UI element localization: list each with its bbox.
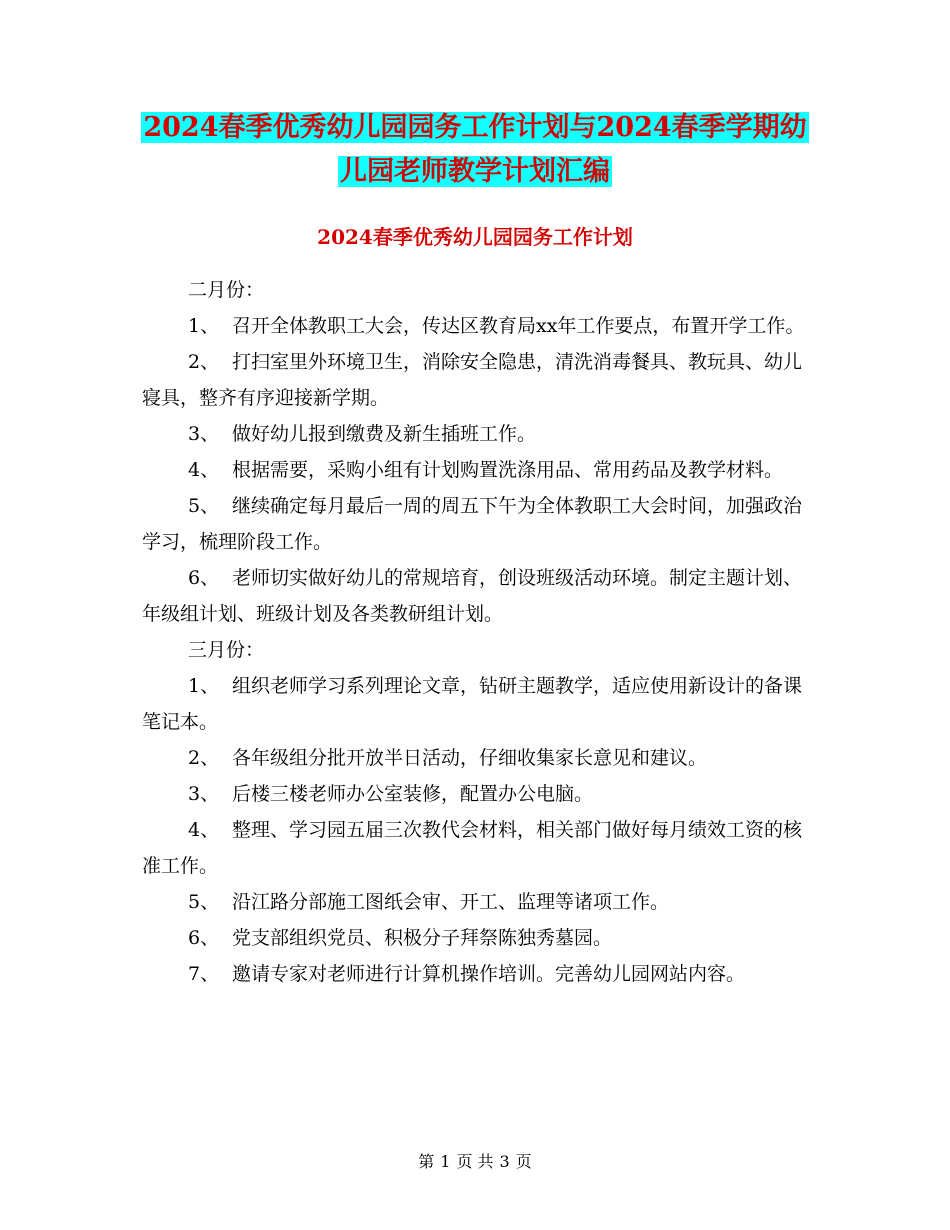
item-text: 党支部组织党员、积极分子拜祭陈独秀墓园。: [232, 927, 613, 949]
list-item: [142, 560, 814, 632]
item-number: 3、: [188, 783, 220, 805]
document-body: [142, 272, 814, 992]
section-title: 2024春季优秀幼儿园园务工作计划: [317, 225, 633, 249]
item-number: 4、: [188, 819, 220, 841]
item-text: 整理、学习园五届三次教代会材料，相关部门做好每月绩效工资的核准工作。: [142, 819, 803, 877]
month-heading-february: 二月份：: [188, 279, 265, 301]
item-number: 2、: [188, 351, 220, 373]
item-text: 沿江路分部施工图纸会审、开工、监理等诸项工作。: [232, 891, 670, 913]
item-text: 继续确定每月最后一周的周五下午为全体教职工大会时间，加强政治学习，梳理阶段工作。: [142, 495, 803, 553]
item-text: 召开全体教职工大会，传达区教育局xx年工作要点，布置开学工作。: [232, 315, 805, 337]
list-item: [142, 920, 814, 956]
item-text: 邀请专家对老师进行计算机操作培训。完善幼儿园网站内容。: [232, 963, 746, 985]
item-number: 3、: [188, 423, 220, 445]
list-item: [142, 956, 814, 992]
month-heading-march: 三月份：: [188, 639, 265, 661]
title-highlight-2: 儿园老师教学计划汇编: [340, 156, 610, 187]
total-pages-number: 3: [499, 1152, 510, 1171]
item-text: 根据需要，采购小组有计划购置洗涤用品、常用药品及教学材料。: [232, 459, 784, 481]
list-item: [142, 740, 814, 776]
list-item: [142, 776, 814, 812]
page-footer: [0, 1150, 950, 1174]
item-number: 5、: [188, 495, 220, 517]
item-number: 2、: [188, 747, 220, 769]
item-number: 1、: [188, 675, 220, 697]
item-text: 打扫室里外环境卫生，消除安全隐患，清洗消毒餐具、教玩具、幼儿寝具，整齐有序迎接新学期。: [142, 351, 803, 409]
current-page-number: 1: [440, 1152, 451, 1171]
list-item: [142, 308, 814, 344]
document-title-line-2: [0, 154, 950, 190]
title-highlight-1: 2024春季优秀幼儿园园务工作计划与2024春季学期幼: [143, 112, 807, 143]
footer-middle: 页 共: [456, 1152, 494, 1171]
list-item: [142, 668, 814, 740]
item-number: 6、: [188, 927, 220, 949]
item-text: 各年级组分批开放半日活动，仔细收集家长意见和建议。: [232, 747, 708, 769]
list-item: [142, 812, 814, 884]
footer-prefix: 第: [418, 1152, 435, 1171]
list-item: [142, 344, 814, 416]
item-number: 7、: [188, 963, 220, 985]
list-item: [142, 488, 814, 560]
item-text: 后楼三楼老师办公室装修，配置办公电脑。: [232, 783, 594, 805]
document-title-line-1: [0, 110, 950, 146]
item-number: 4、: [188, 459, 220, 481]
list-item: [142, 416, 814, 452]
item-number: 6、: [188, 567, 220, 589]
item-number: 1、: [188, 315, 220, 337]
footer-suffix: 页: [515, 1152, 532, 1171]
item-text: 老师切实做好幼儿的常规培育，创设班级活动环境。制定主题计划、年级组计划、班级计划及各类教研组计划。: [142, 567, 803, 625]
item-number: 5、: [188, 891, 220, 913]
list-item: [142, 884, 814, 920]
list-item: [142, 452, 814, 488]
item-text: 组织老师学习系列理论文章，钻研主题教学，适应使用新设计的备课笔记本。: [142, 675, 803, 733]
item-text: 做好幼儿报到缴费及新生插班工作。: [232, 423, 537, 445]
